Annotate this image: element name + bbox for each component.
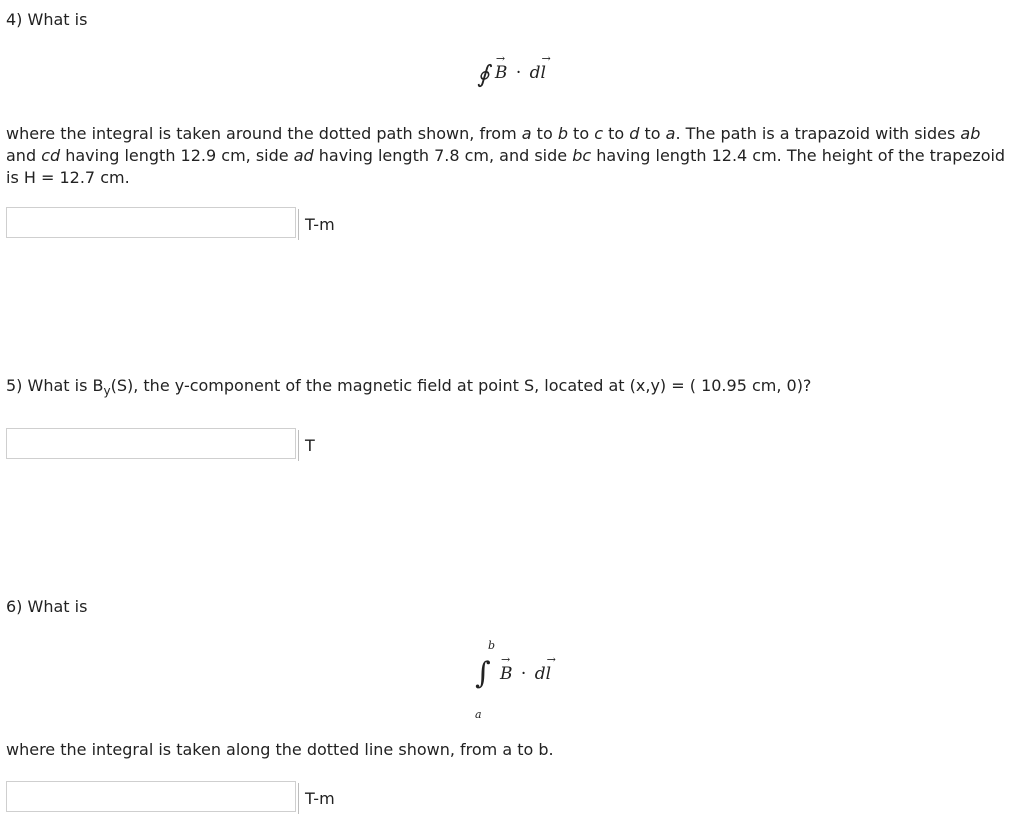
q4-desc-text: to [603,124,630,143]
q4-answer-input[interactable] [6,207,296,238]
vector-b: → B [495,63,508,83]
point-b: b [557,124,568,143]
q4-formula [477,60,546,88]
vector-b: → B [500,664,513,684]
q6-answer-input[interactable] [6,781,296,812]
q4-desc-text: to [567,124,595,143]
lower-limit: a [475,708,482,721]
q5-title-text: (S), the y-component of the magnetic field at point S, located at (x,y) = ( 10.95 cm, 0)? [110,376,812,395]
q4-desc-text: to [531,124,558,143]
q5-title [6,376,811,398]
q4-desc-text: where the integral is taken around the dotted path shown, from [6,124,522,143]
contour-integral-symbol: ∮ [477,60,490,88]
q4-description [6,123,1011,189]
point-d: d [629,124,640,143]
q5-title-text: 5) What is B [6,376,104,395]
side-bc: bc [572,146,592,165]
side-cd: cd [41,146,61,165]
vector-l: → l [541,63,546,83]
vector-l: → l [546,664,551,684]
q6-description: where the integral is taken along the dotted line shown, from a to b. [6,740,554,759]
side-ab: ab [960,124,981,143]
q6-title: 6) What is [6,597,88,616]
side-ad: ad [293,146,314,165]
q5-answer-input[interactable] [6,428,296,459]
differential-d: d [529,63,541,83]
upper-limit: b [488,639,496,652]
dot-operator: · [520,664,527,684]
integral-symbol: ∫ [475,656,491,691]
q4-desc-text: . The path is a trapazoid with sides [675,124,961,143]
differential-d: d [534,664,546,684]
q5-unit-label: T [298,430,315,461]
q6-unit-label: T-m [298,783,335,814]
point-c: c [594,124,603,143]
q6-formula [500,664,551,684]
point-a: a [665,124,676,143]
dot-operator: · [515,63,522,83]
point-a: a [521,124,532,143]
q4-desc-text: having length 12.9 cm, side [60,146,294,165]
q4-desc-text: to [639,124,666,143]
q5-title-subscript: y [103,384,111,399]
q4-desc-text: having length 7.8 cm, and side [313,146,573,165]
q4-unit-label: T-m [298,209,335,240]
q4-desc-text: having length 12.4 cm. The height of the trapezoid is H = 12.7 cm. [6,146,1006,187]
q4-desc-text: and [6,146,42,165]
q4-title: 4) What is [6,10,88,29]
